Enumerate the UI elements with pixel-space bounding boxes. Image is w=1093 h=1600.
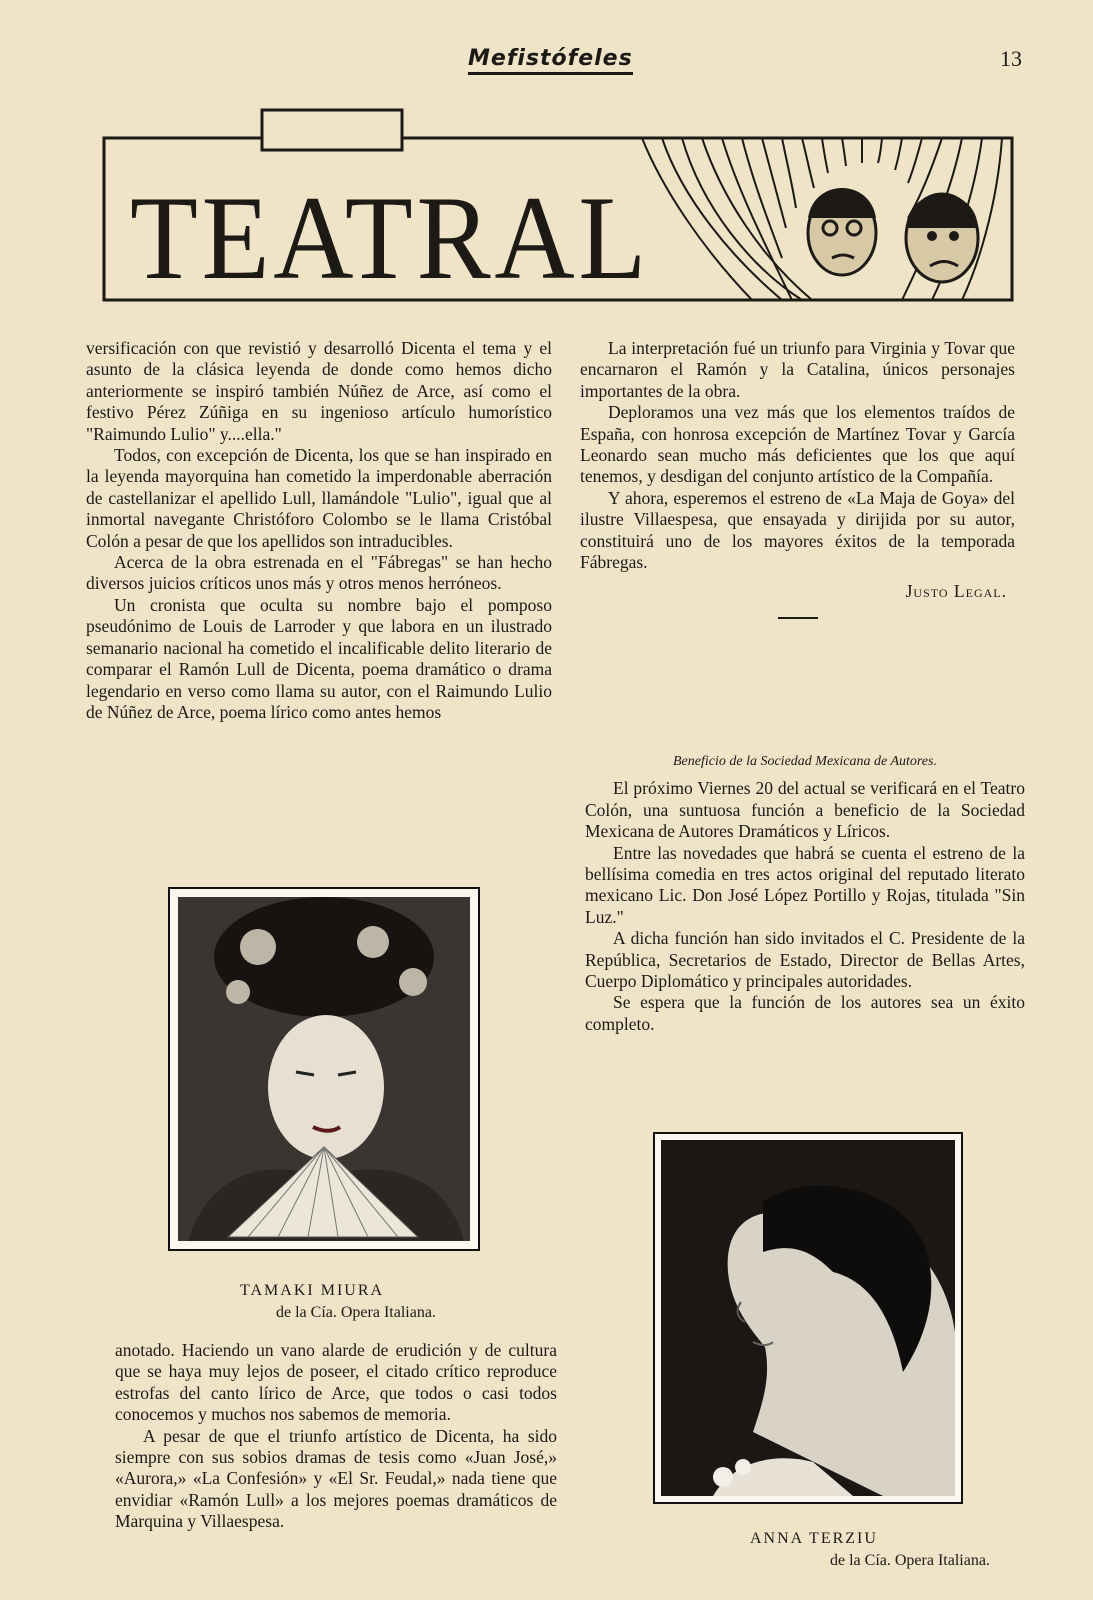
- paragraph: El próximo Viernes 20 del actual se verificará en el Teatro Colón, una suntuosa función a beneficio de la Sociedad Mexicana de Autores Dramáticos y Líricos.: [585, 778, 1025, 842]
- portrait-tamaki-miura: [168, 887, 480, 1251]
- paragraph: A dicha función han sido invitados el C. Presidente de la República, Secretarios de Estado, Director de Bellas Artes, Cuerpo Diplomático y principales autoridades.: [585, 928, 1025, 992]
- paragraph: La interpretación fué un triunfo para Virginia y Tovar que encarnaron el Ramón y la Catalina, únicos personajes importantes de la obra.: [580, 338, 1015, 401]
- author-signature: Justo Legal.: [905, 581, 1007, 602]
- paragraph: Acerca de la obra estrenada en el "Fábregas" se han hecho diversos juicios críticos unos más y otros menos herróneos.: [86, 552, 552, 594]
- section-subheading: Beneficio de la Sociedad Mexicana de Autores.: [673, 754, 937, 769]
- section-divider: [778, 617, 818, 619]
- photo-caption-company: de la Cía. Opera Italiana.: [830, 1552, 990, 1569]
- article-column-left-top: [86, 338, 552, 723]
- paragraph: versificación con que revistió y desarrolló Dicenta el tema y el asunto de la clásica leyenda de donde como hemos dicho anteriormente se inspiró también Núñez de Arce, así como el festivo Pérez Zúñiga en su ingenioso artículo humorístico "Raimundo Lulio" y....ella.": [86, 338, 552, 444]
- banner-title: TEATRAL: [130, 171, 650, 304]
- photo-caption-name: TAMAKI MIURA: [240, 1282, 385, 1299]
- teatral-banner: [102, 108, 1016, 308]
- paragraph: Deploramos una vez más que los elementos traídos de España, con honrosa excepción de Martínez Tovar y García Leonardo sean mucho más deficientes que los que aquí tenemos, y desdigan del conjunto artístico de la Compañía.: [580, 402, 1015, 487]
- paragraph: Entre las novedades que habrá se cuenta el estreno de la bellísima comedia en tres actos original del reputado literato mexicano Lic. Don José López Portillo y Rojas, titulada "Sin Luz.": [585, 842, 1025, 927]
- paragraph: Todos, con excepción de Dicenta, los que se han inspirado en la leyenda mayorquina han cometido la imperdonable aberración de castellanizar el apellido Lull, llamándole "Lulio", igual que al inmortal navegante Christóforo Colombo se le llama Cristóbal Colón a pesar de que los apellidos son intraducibles.: [86, 445, 552, 551]
- paragraph: Un cronista que oculta su nombre bajo el pomposo pseudónimo de Louis de Larroder y que labora en un ilustrado semanario nacional ha cometido el incalificable delito literario de comparar el Ramón Lull de Dicenta, poema dramático o drama legendario en verso como llama su autor, con el Raimundo Lulio de Núñez de Arce, poema lírico como antes hemos: [86, 594, 552, 722]
- paragraph: A pesar de que el triunfo artístico de Dicenta, ha sido siempre con sus sobios dramas de tesis como «Juan José,» «Aurora,» «La Confesión» y «El Sr. Feudal,» nada tiene que envidiar «Ramón Lull» a los mejores poemas dramáticos de Marquina y Villaespesa.: [115, 1425, 557, 1532]
- running-header: [0, 46, 1093, 76]
- paragraph: Y ahora, esperemos el estreno de «La Maja de Goya» del ilustre Villaespesa, que ensayada y dirijida por su autor, constituirá uno de los mayores éxitos de la temporada Fábregas.: [580, 487, 1015, 573]
- magazine-title: Mefistófeles: [468, 46, 633, 75]
- photo-caption-company: de la Cía. Opera Italiana.: [276, 1304, 436, 1321]
- curtain-illustration: [102, 108, 1016, 308]
- paragraph: anotado. Haciendo un vano alarde de erudición y de cultura que se haya muy lejos de poseer, el citado crítico reproduce estrofas del canto lírico de Arce, que todos o casi todos conocemos y muchos nos sabemos de memoria.: [115, 1340, 557, 1425]
- portrait-anna-terziu: [653, 1132, 963, 1504]
- page-number: 13: [1000, 46, 1022, 71]
- article-column-right-bottom: [585, 729, 1025, 1035]
- paragraph: Se espera que la función de los autores sea un éxito completo.: [585, 992, 1025, 1034]
- article-column-right-top: [580, 338, 1015, 619]
- photo-caption-name: ANNA TERZIU: [750, 1530, 878, 1547]
- article-column-left-bottom: [115, 1340, 557, 1533]
